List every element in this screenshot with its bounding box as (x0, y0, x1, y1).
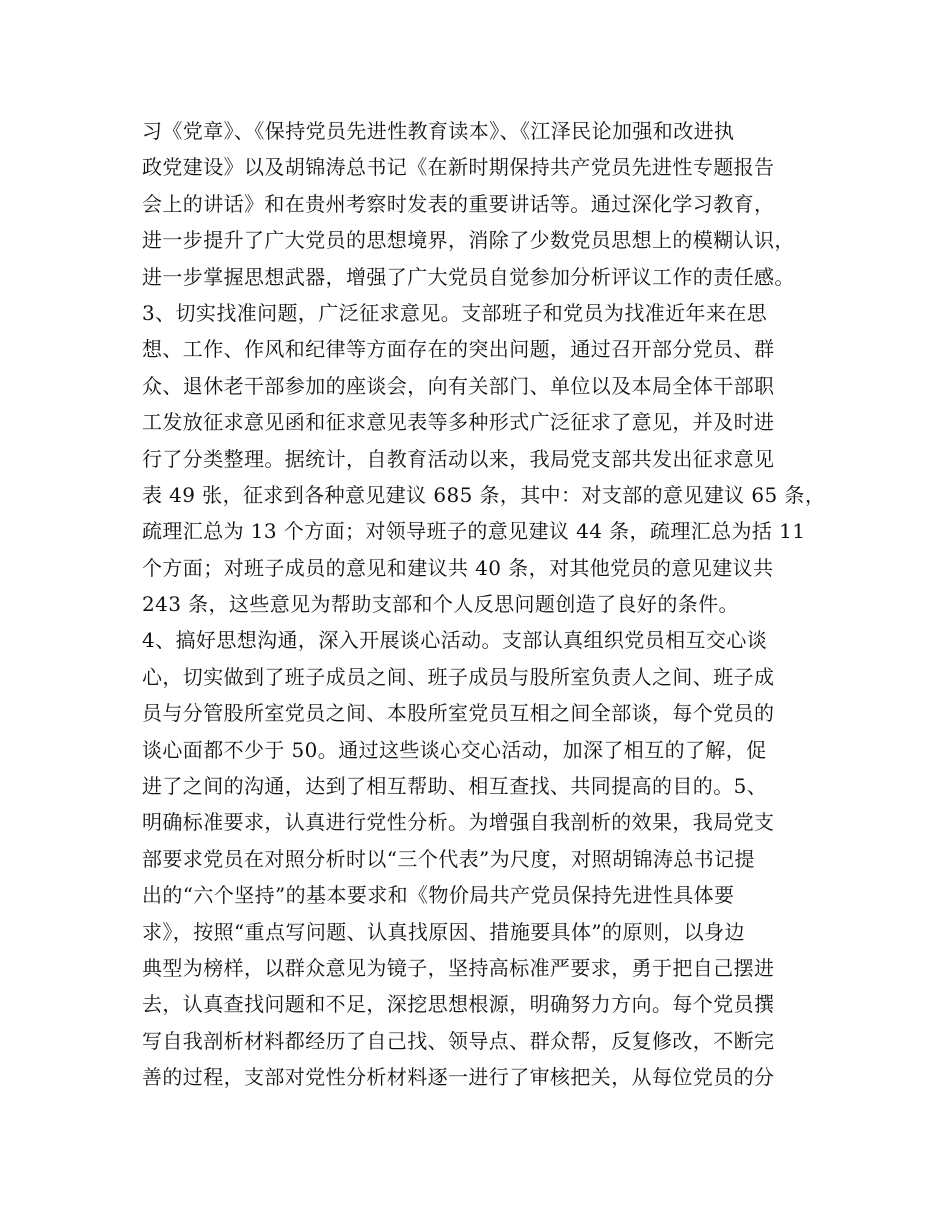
text-line: 行了分类整理。据统计，自教育活动以来，我局党支部共发出征求意见 (142, 446, 775, 471)
text-line: 求》，按照“重点写问题、认真找原因、措施要具体”的原则，以身边 (142, 919, 745, 944)
text-line: 4、搞好思想沟通，深入开展谈心活动。支部认真组织党员相互交心谈 (142, 628, 768, 653)
text-line: 典型为榜样，以群众意见为镜子，坚持高标准严要求，勇于把自己摆进 (142, 955, 775, 980)
text-line: 进一步掌握思想武器，增强了广大党员自觉参加分析评议工作的责任感。 (142, 264, 795, 289)
text-line: 表 49 张，征求到各种意见建议 685 条，其中：对支部的意见建议 65 条， (142, 482, 826, 507)
text-line: 出的“六个坚持”的基本要求和《物价局共产党员保持先进性具体要 (142, 883, 735, 908)
text-line: 进一步提升了广大党员的思想境界，消除了少数党员思想上的模糊认识， (142, 228, 795, 253)
text-line: 明确标准要求，认真进行党性分析。为增强自我剖析的效果，我局党支 (142, 810, 775, 835)
text-line: 个方面；对班子成员的意见和建议共 40 条，对其他党员的意见建议共 (142, 555, 774, 580)
text-line: 善的过程，支部对党性分析材料逐一进行了审核把关，从每位党员的分 (142, 1065, 775, 1090)
text-line: 习《党章》、《保持党员先进性教育读本》、《江泽民论加强和改进执 (142, 119, 735, 143)
text-line: 进了之间的沟通，达到了相互帮助、相互查找、共同提高的目的。5、 (142, 774, 768, 799)
text-line: 政党建设》以及胡锦涛总书记《在新时期保持共产党员先进性专题报告 (142, 155, 775, 180)
text-line: 3、切实找准问题，广泛征求意见。支部班子和党员为找准近年来在思 (142, 300, 768, 325)
text-line: 部要求党员在对照分析时以“三个代表”为尺度，对照胡锦涛总书记提 (142, 846, 755, 871)
body-text (142, 113, 826, 1096)
text-line: 心，切实做到了班子成员之间、班子成员与股所室负责人之间、班子成 (142, 664, 775, 689)
text-line: 去，认真查找问题和不足，深挖思想根源，明确努力方向。每个党员撰 (142, 992, 775, 1017)
text-line: 会上的讲话》和在贵州考察时发表的重要讲话等。通过深化学习教育， (142, 191, 775, 216)
text-line: 写自我剖析材料都经历了自己找、领导点、群众帮，反复修改，不断完 (142, 1028, 775, 1053)
text-line: 想、工作、作风和纪律等方面存在的突出问题，通过召开部分党员、群 (142, 337, 775, 362)
text-line: 243 条，这些意见为帮助支部和个人反思问题创造了良好的条件。 (142, 592, 739, 617)
text-line: 疏理汇总为 13 个方面；对领导班子的意见建议 44 条，疏理汇总为括 11 (142, 519, 806, 544)
text-line: 员与分管股所室党员之间、本股所室党员互相之间全部谈，每个党员的 (142, 701, 775, 726)
text-line: 工发放征求意见函和征求意见表等多种形式广泛征求了意见，并及时进 (142, 410, 775, 435)
text-line: 谈心面都不少于 50。通过这些谈心交心活动，加深了相互的了解，促 (142, 737, 767, 762)
text-line: 众、退休老干部参加的座谈会，向有关部门、单位以及本局全体干部职 (142, 373, 775, 398)
